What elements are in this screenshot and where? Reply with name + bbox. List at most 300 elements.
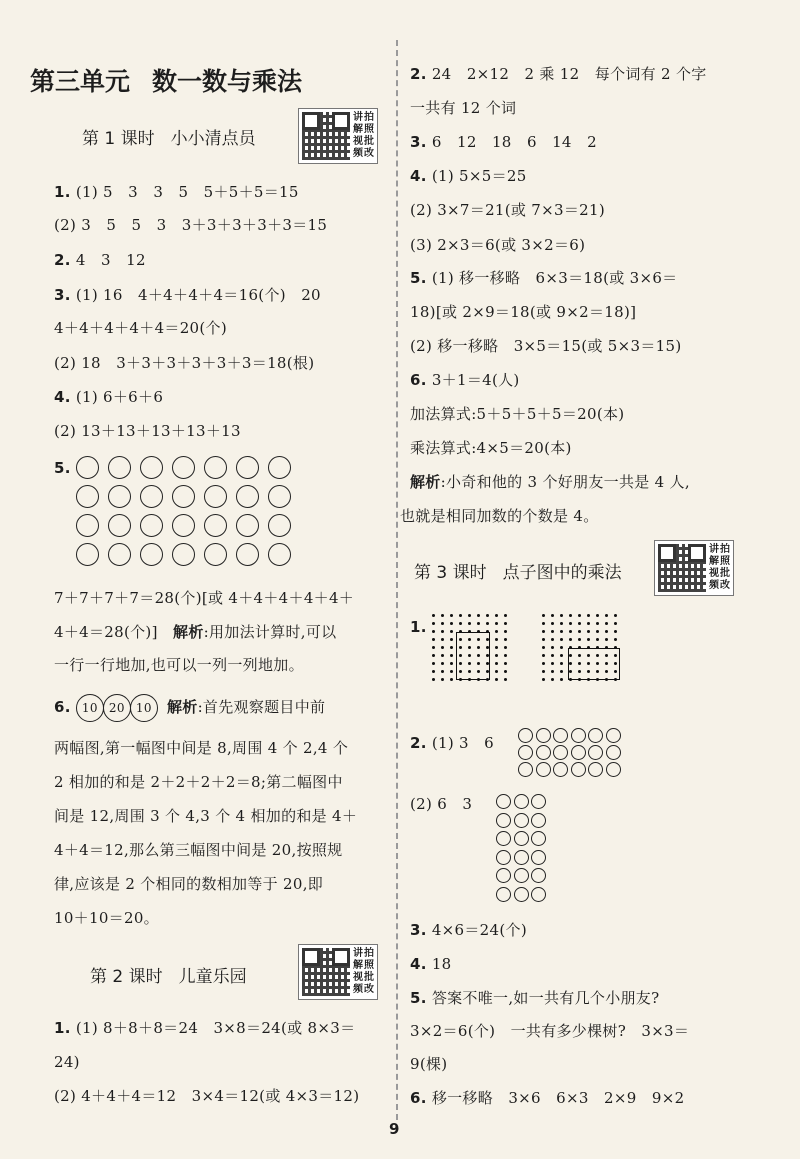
dot	[542, 646, 545, 649]
dot	[441, 678, 444, 681]
circle	[606, 728, 621, 743]
answer-text: (1) 8＋8＋8＝24 3×8＝24(或 8×3＝	[75, 1019, 356, 1037]
circle	[518, 762, 533, 777]
dot	[450, 670, 453, 673]
answer-text: 9(棵)	[410, 1055, 448, 1073]
circle-array	[496, 794, 550, 904]
answer-text: 24 2×12 2 乘 12 每个词有 2 个字	[431, 65, 707, 83]
answer-line	[410, 733, 494, 753]
dot	[560, 614, 563, 617]
circle	[172, 485, 195, 508]
dot	[596, 638, 599, 641]
answer-line	[54, 693, 325, 722]
question-number: 2.	[54, 251, 71, 269]
circle	[140, 485, 163, 508]
answer-line	[54, 840, 342, 860]
answer-text: 6 12 18 6 14 2	[431, 133, 597, 151]
dot	[441, 646, 444, 649]
answer-line	[54, 588, 354, 608]
dot	[495, 614, 498, 617]
circle	[172, 456, 195, 479]
answer-line	[410, 472, 690, 492]
circle	[108, 514, 131, 537]
answer-line	[410, 920, 527, 940]
dot	[468, 614, 471, 617]
qr-caption-line: 视批	[353, 972, 375, 983]
answer-line	[54, 182, 299, 202]
circle	[606, 745, 621, 760]
dot	[504, 622, 507, 625]
answer-line	[54, 622, 336, 642]
question-number: 3.	[410, 133, 427, 151]
circle	[531, 794, 546, 809]
question-number: 3.	[54, 286, 71, 304]
dot	[495, 654, 498, 657]
dot	[551, 678, 554, 681]
circle	[571, 762, 586, 777]
circle	[531, 831, 546, 846]
dot	[596, 630, 599, 633]
dot	[587, 630, 590, 633]
answer-text: 4＋4＝12,那么第三幅图中间是 20,按照规	[54, 841, 343, 859]
answer-text: (2) 18 3＋3＋3＋3＋3＋3＝18(根)	[54, 354, 315, 372]
dot-grid-highlight	[456, 632, 490, 680]
answer-text: 10＋10＝20。	[54, 909, 159, 927]
dot	[504, 630, 507, 633]
dot	[551, 614, 554, 617]
dot	[504, 646, 507, 649]
answer-line	[410, 302, 636, 322]
dot	[432, 614, 435, 617]
dot	[569, 622, 572, 625]
dot	[432, 670, 435, 673]
circle-array	[518, 728, 628, 778]
circle	[518, 745, 533, 760]
circle	[172, 514, 195, 537]
dot	[450, 614, 453, 617]
dot	[441, 654, 444, 657]
answer-text: (2) 4＋4＋4＝12 3×4＝12(或 4×3＝12)	[54, 1087, 360, 1105]
circle	[531, 813, 546, 828]
dot	[495, 638, 498, 641]
dot	[504, 670, 507, 673]
dot	[587, 622, 590, 625]
answer-text: (2) 移一移略 3×5＝15(或 5×3＝15)	[410, 337, 682, 355]
circle	[108, 456, 131, 479]
dot	[495, 670, 498, 673]
circle	[204, 514, 227, 537]
dot	[551, 670, 554, 673]
qr-code[interactable]	[298, 944, 378, 1000]
question-number: 5.	[410, 989, 427, 1007]
answer-line	[54, 250, 146, 270]
dot	[477, 614, 480, 617]
dot	[560, 638, 563, 641]
answer-text: (1) 16 4＋4＋4＋4＝16(个) 20	[75, 286, 321, 304]
circle	[204, 485, 227, 508]
circle	[76, 456, 99, 479]
circle	[536, 728, 551, 743]
dot	[614, 638, 617, 641]
circle	[536, 762, 551, 777]
circle-grid	[76, 456, 306, 571]
circle	[514, 887, 529, 902]
circle	[518, 728, 533, 743]
dot	[450, 662, 453, 665]
answer-line	[54, 458, 71, 478]
circle	[496, 831, 511, 846]
lesson-name: 儿童乐园	[178, 967, 247, 987]
dot	[542, 654, 545, 657]
dot	[596, 622, 599, 625]
circle	[236, 456, 259, 479]
dot	[578, 630, 581, 633]
answer-line	[54, 1052, 80, 1072]
qr-code[interactable]	[654, 540, 734, 596]
qr-icon	[658, 544, 706, 592]
analysis-label: 解析	[166, 698, 198, 716]
circle	[268, 456, 291, 479]
circle	[268, 543, 291, 566]
dot	[542, 638, 545, 641]
dot	[441, 662, 444, 665]
circle	[531, 850, 546, 865]
dot	[495, 630, 498, 633]
dot	[560, 654, 563, 657]
circle	[531, 887, 546, 902]
qr-icon	[302, 948, 350, 996]
dot	[441, 670, 444, 673]
dot	[578, 614, 581, 617]
qr-caption-line: 视批	[709, 568, 731, 579]
answer-line	[410, 617, 427, 637]
circle	[514, 850, 529, 865]
answer-text: 乘法算式:4×5＝20(本)	[410, 439, 572, 457]
dot	[596, 614, 599, 617]
dot	[477, 622, 480, 625]
question-number: 5.	[410, 269, 427, 287]
dot	[459, 622, 462, 625]
qr-caption-line: 频改	[353, 148, 375, 159]
dot	[578, 622, 581, 625]
dot	[486, 614, 489, 617]
answer-text: 18	[431, 955, 452, 973]
dot	[450, 654, 453, 657]
qr-caption-line: 讲拍	[353, 948, 375, 959]
question-number: 2.	[410, 65, 427, 83]
dot	[605, 622, 608, 625]
circle	[588, 762, 603, 777]
answer-text: (1) 5×5＝25	[431, 167, 527, 185]
dot	[605, 638, 608, 641]
unit-title	[30, 62, 324, 98]
answer-text: 一共有 12 个词	[410, 99, 517, 117]
circle	[553, 728, 568, 743]
circled-number: 10	[130, 694, 158, 722]
answer-text: 18)[或 2×9＝18(或 9×2＝18)]	[410, 303, 637, 321]
dot	[432, 630, 435, 633]
lesson-number: 第 3 课时	[414, 563, 487, 583]
circle	[588, 728, 603, 743]
circle	[553, 762, 568, 777]
answer-text: (2) 3×7＝21(或 7×3＝21)	[410, 201, 605, 219]
dot	[432, 622, 435, 625]
dot	[551, 654, 554, 657]
dot	[551, 622, 554, 625]
circle	[108, 543, 131, 566]
circle	[172, 543, 195, 566]
answer-line	[410, 98, 516, 118]
dot	[560, 622, 563, 625]
circle	[236, 514, 259, 537]
circled-number: 10	[76, 694, 104, 722]
dot	[587, 614, 590, 617]
dot	[560, 662, 563, 665]
answer-line	[410, 64, 707, 84]
answer-line	[410, 166, 527, 186]
circle	[140, 543, 163, 566]
qr-caption	[353, 112, 377, 160]
circle	[514, 831, 529, 846]
answer-line	[410, 235, 585, 255]
answer-text: 3＋1＝4(人)	[431, 371, 520, 389]
question-number: 2.	[410, 734, 427, 752]
circle	[140, 514, 163, 537]
answer-text: 2 相加的和是 2＋2＋2＋2＝8;第二幅图中	[54, 773, 343, 791]
answer-text: 两幅图,第一幅图中间是 8,周围 4 个 2,4 个	[54, 739, 349, 757]
dot	[614, 630, 617, 633]
dot	[450, 678, 453, 681]
circle	[204, 543, 227, 566]
circle	[496, 794, 511, 809]
answer-text: 一行一行地加,也可以一列一列地加。	[54, 656, 304, 674]
answer-text: :小奇和他的 3 个好朋友一共是 4 人,	[440, 473, 690, 491]
dot	[504, 638, 507, 641]
circle	[268, 485, 291, 508]
dot	[551, 646, 554, 649]
page-number: 9	[389, 1120, 400, 1138]
dot	[551, 662, 554, 665]
answer-line	[410, 794, 472, 814]
question-number: 6.	[410, 1089, 427, 1107]
answer-line	[54, 285, 321, 305]
answer-line	[54, 655, 304, 675]
answer-text: 7＋7＋7＋7＝28(个)[或 4＋4＋4＋4＋4＋	[54, 589, 355, 607]
answer-text: (1) 3 6	[431, 734, 495, 752]
question-number: 6.	[410, 371, 427, 389]
circle	[514, 794, 529, 809]
dot	[542, 678, 545, 681]
answer-line	[410, 132, 597, 152]
circle	[76, 485, 99, 508]
answer-line	[400, 506, 599, 526]
dot	[542, 670, 545, 673]
circle	[236, 485, 259, 508]
dot	[441, 614, 444, 617]
column-divider	[396, 40, 398, 1120]
dot	[486, 622, 489, 625]
dot	[459, 614, 462, 617]
answer-line	[410, 404, 624, 424]
answer-text: 4＋4＝28(个)]	[54, 623, 174, 641]
qr-caption-line: 视批	[353, 136, 375, 147]
dot	[504, 678, 507, 681]
lesson-number: 第 1 课时	[82, 129, 155, 149]
dot	[587, 638, 590, 641]
dot	[569, 614, 572, 617]
dot	[542, 614, 545, 617]
lesson-name: 点子图中的乘法	[502, 563, 622, 583]
dot	[495, 678, 498, 681]
qr-caption-line: 讲拍	[353, 112, 375, 123]
circle	[606, 762, 621, 777]
answer-text: 间是 12,周围 3 个 4,3 个 4 相加的和是 4＋	[54, 807, 358, 825]
question-number: 1.	[410, 618, 427, 636]
answer-line	[54, 874, 323, 894]
dot	[542, 662, 545, 665]
circle	[496, 887, 511, 902]
answer-line	[410, 268, 677, 288]
qr-caption-line: 解照	[709, 556, 731, 567]
answer-line	[410, 954, 452, 974]
answer-line	[54, 353, 314, 373]
qr-caption-line: 频改	[709, 580, 731, 591]
answer-line	[54, 738, 348, 758]
dot	[605, 614, 608, 617]
answer-text: (2) 3 5 5 3 3＋3＋3＋3＋3＝15	[54, 216, 328, 234]
dot	[495, 646, 498, 649]
analysis-label: 解析	[410, 473, 441, 491]
circle	[553, 745, 568, 760]
unit-topic: 数一数与乘法	[152, 67, 303, 96]
question-number: 3.	[410, 921, 427, 939]
circle	[496, 868, 511, 883]
answer-text: (3) 2×3＝6(或 3×2＝6)	[410, 236, 586, 254]
answer-line	[410, 1021, 689, 1041]
answer-text: 24)	[54, 1053, 80, 1071]
dot	[542, 622, 545, 625]
lesson-number: 第 2 课时	[90, 967, 163, 987]
question-number: 6.	[54, 698, 71, 716]
analysis-label: 解析	[173, 623, 204, 641]
dot	[432, 654, 435, 657]
circle	[514, 868, 529, 883]
circle	[76, 543, 99, 566]
circle	[571, 745, 586, 760]
answer-line	[54, 806, 357, 826]
answer-line	[54, 1086, 359, 1106]
qr-caption	[709, 544, 733, 592]
dot	[432, 662, 435, 665]
answer-line	[54, 908, 159, 928]
dot	[560, 646, 563, 649]
unit-label: 第三单元	[30, 67, 131, 96]
dot	[614, 622, 617, 625]
lesson-name: 小小清点员	[170, 129, 256, 149]
circle	[531, 868, 546, 883]
answer-line	[54, 772, 343, 792]
answer-text: 加法算式:5＋5＋5＋5＝20(本)	[410, 405, 625, 423]
circle	[204, 456, 227, 479]
dot	[605, 630, 608, 633]
dot	[504, 662, 507, 665]
answer-line	[410, 438, 572, 458]
answer-text: 4 3 12	[75, 251, 146, 269]
circle	[588, 745, 603, 760]
dot	[578, 638, 581, 641]
circle	[76, 514, 99, 537]
answer-line	[410, 988, 659, 1008]
dot	[441, 622, 444, 625]
circled-number: 20	[103, 694, 131, 722]
answer-text: 律,应该是 2 个相同的数相加等于 20,即	[54, 875, 324, 893]
dot	[432, 678, 435, 681]
dot	[495, 622, 498, 625]
dot	[560, 630, 563, 633]
answer-line	[410, 1088, 684, 1108]
dot	[542, 630, 545, 633]
qr-code[interactable]	[298, 108, 378, 164]
circle	[496, 813, 511, 828]
dot	[504, 614, 507, 617]
answer-text: 答案不唯一,如一共有几个小朋友?	[431, 989, 660, 1007]
lesson-1-title	[82, 124, 272, 149]
answer-text: (1) 5 3 3 5 5＋5＋5＝15	[75, 183, 299, 201]
dot	[450, 630, 453, 633]
dot	[551, 630, 554, 633]
answer-text: 4×6＝24(个)	[431, 921, 527, 939]
question-number: 1.	[54, 1019, 71, 1037]
dot	[495, 662, 498, 665]
circle	[536, 745, 551, 760]
answer-text: 4＋4＋4＋4＋4＝20(个)	[54, 319, 228, 337]
question-number: 4.	[54, 388, 71, 406]
dot	[468, 622, 471, 625]
dot	[560, 670, 563, 673]
question-number: 4.	[410, 955, 427, 973]
dot	[504, 654, 507, 657]
answer-text: (1) 移一移略 6×3＝18(或 3×6＝	[431, 269, 678, 287]
question-number: 5.	[54, 459, 71, 477]
qr-caption-line: 解照	[353, 124, 375, 135]
qr-caption-line: 解照	[353, 960, 375, 971]
dot	[569, 630, 572, 633]
dot	[441, 630, 444, 633]
answer-line	[54, 421, 241, 441]
lesson-2-title	[90, 962, 263, 987]
qr-caption-line: 频改	[353, 984, 375, 995]
dot	[569, 638, 572, 641]
dot-grid-highlight	[568, 648, 620, 680]
answer-text: (2) 13＋13＋13＋13＋13	[54, 422, 241, 440]
answer-line	[410, 336, 681, 356]
dot	[432, 646, 435, 649]
answer-text: 3×2＝6(个) 一共有多少棵树? 3×3＝	[410, 1022, 690, 1040]
dot	[450, 622, 453, 625]
answer-line	[54, 1018, 355, 1038]
question-number: 1.	[54, 183, 71, 201]
circle	[268, 514, 291, 537]
dot	[441, 638, 444, 641]
qr-caption	[353, 948, 377, 996]
dot	[450, 646, 453, 649]
answer-text: :首先观察题目中前	[197, 698, 326, 716]
answer-text: (1) 6＋6＋6	[75, 388, 164, 406]
circle	[514, 813, 529, 828]
question-number: 4.	[410, 167, 427, 185]
dot	[614, 614, 617, 617]
qr-icon	[302, 112, 350, 160]
